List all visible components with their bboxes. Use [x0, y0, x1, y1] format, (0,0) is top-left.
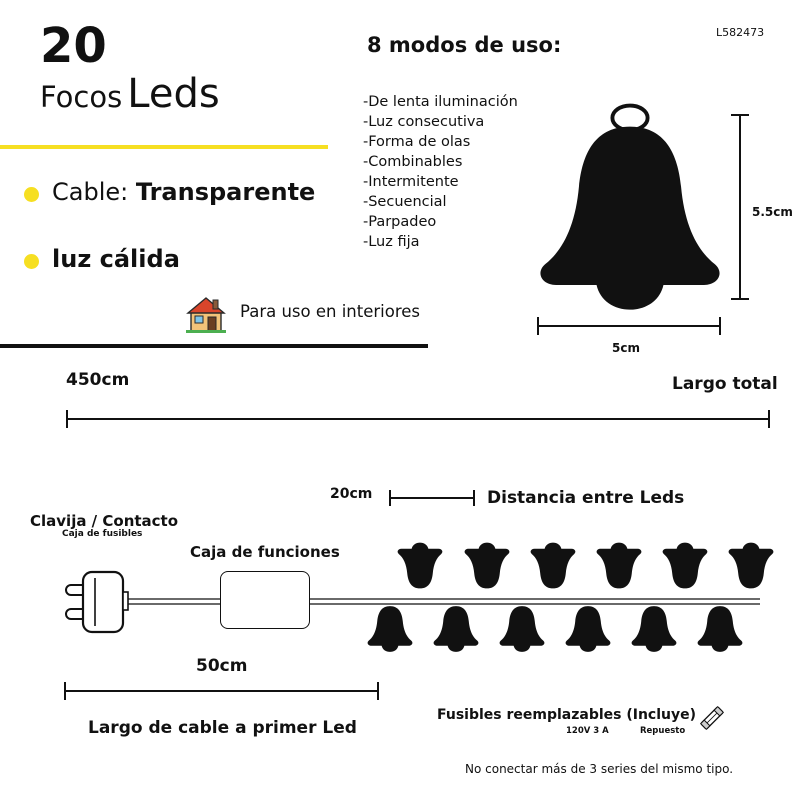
led-count: 20 — [40, 18, 107, 74]
spacing-label: Distancia entre Leds — [487, 488, 685, 508]
product-word-focos: Focos — [40, 80, 123, 114]
bell-icon — [597, 543, 642, 589]
plug-sublabel: Caja de fusibles — [62, 529, 143, 539]
spacing-line — [389, 497, 475, 499]
cable-value: Transparente — [135, 178, 316, 206]
warning-text: No conectar más de 3 series del mismo tipo. — [465, 762, 734, 776]
bell-icon — [632, 606, 677, 652]
mode-item: -Intermitente — [363, 174, 459, 190]
bullet-dot-icon — [24, 254, 39, 269]
total-length-value: 450cm — [66, 370, 130, 390]
width-dimension-line — [537, 325, 721, 327]
mode-item: -Secuencial — [363, 194, 447, 210]
fuse-icon — [697, 703, 727, 733]
height-dimension-line — [739, 115, 741, 300]
spacing-cap — [389, 490, 391, 506]
product-word-leds: Leds — [127, 71, 220, 117]
height-dimension-cap — [731, 298, 749, 300]
light-feature: luz cálida — [52, 245, 180, 273]
bell-icon — [663, 543, 708, 589]
yellow-divider — [0, 145, 328, 149]
mode-item: -Forma de olas — [363, 134, 471, 150]
lead-length-cap — [64, 682, 66, 700]
control-box — [220, 571, 310, 629]
plug-label: Clavija / Contacto — [30, 512, 179, 530]
bell-icon — [729, 543, 774, 589]
modes-title: 8 modos de uso: — [367, 33, 562, 57]
product-name — [40, 71, 220, 117]
fuses-label: Fusibles reemplazables (Incluye) — [437, 707, 697, 723]
bell-icon — [368, 606, 413, 652]
bell-icon — [530, 102, 730, 322]
width-dimension-cap — [719, 317, 721, 335]
mode-item: -Parpadeo — [363, 214, 437, 230]
led-string-diagram — [0, 520, 800, 670]
bell-icon — [465, 543, 510, 589]
plug-icon — [66, 572, 128, 632]
width-dimension-cap — [537, 317, 539, 335]
house-icon — [186, 295, 226, 333]
bell-width-label: 5cm — [612, 341, 640, 355]
bell-height-label: 5.5cm — [752, 205, 793, 219]
fuses-spare: Repuesto — [640, 726, 686, 736]
cable-label: Cable: — [52, 178, 129, 206]
mode-item: -Combinables — [363, 154, 463, 170]
indoor-use-text: Para uso en interiores — [240, 302, 421, 321]
bell-icon — [434, 606, 479, 652]
total-length-line — [66, 418, 770, 420]
bell-icon — [566, 606, 611, 652]
spacing-value: 20cm — [330, 486, 373, 502]
cable-feature — [52, 178, 315, 206]
lead-length-cap — [377, 682, 379, 700]
control-box-label: Caja de funciones — [190, 543, 340, 561]
lead-length-label: Largo de cable a primer Led — [88, 718, 357, 738]
bell-icon — [531, 543, 576, 589]
bell-icon — [398, 543, 443, 589]
total-length-cap — [66, 410, 68, 428]
bell-icon — [698, 606, 743, 652]
mode-item: -Luz fija — [363, 234, 420, 250]
modes-list — [363, 92, 518, 252]
mode-item: -De lenta iluminación — [363, 94, 518, 110]
mode-item: -Luz consecutiva — [363, 114, 485, 130]
total-length-label: Largo total — [672, 374, 778, 394]
fuses-spec: 120V 3 A — [566, 726, 609, 736]
black-divider — [0, 344, 428, 348]
total-length-cap — [768, 410, 770, 428]
bullet-dot-icon — [24, 187, 39, 202]
sku-code: L582473 — [716, 26, 765, 39]
spacing-cap — [473, 490, 475, 506]
bell-icon — [500, 606, 545, 652]
height-dimension-cap — [731, 114, 749, 116]
lead-length-line — [64, 690, 379, 692]
lead-length-value: 50cm — [196, 656, 248, 676]
